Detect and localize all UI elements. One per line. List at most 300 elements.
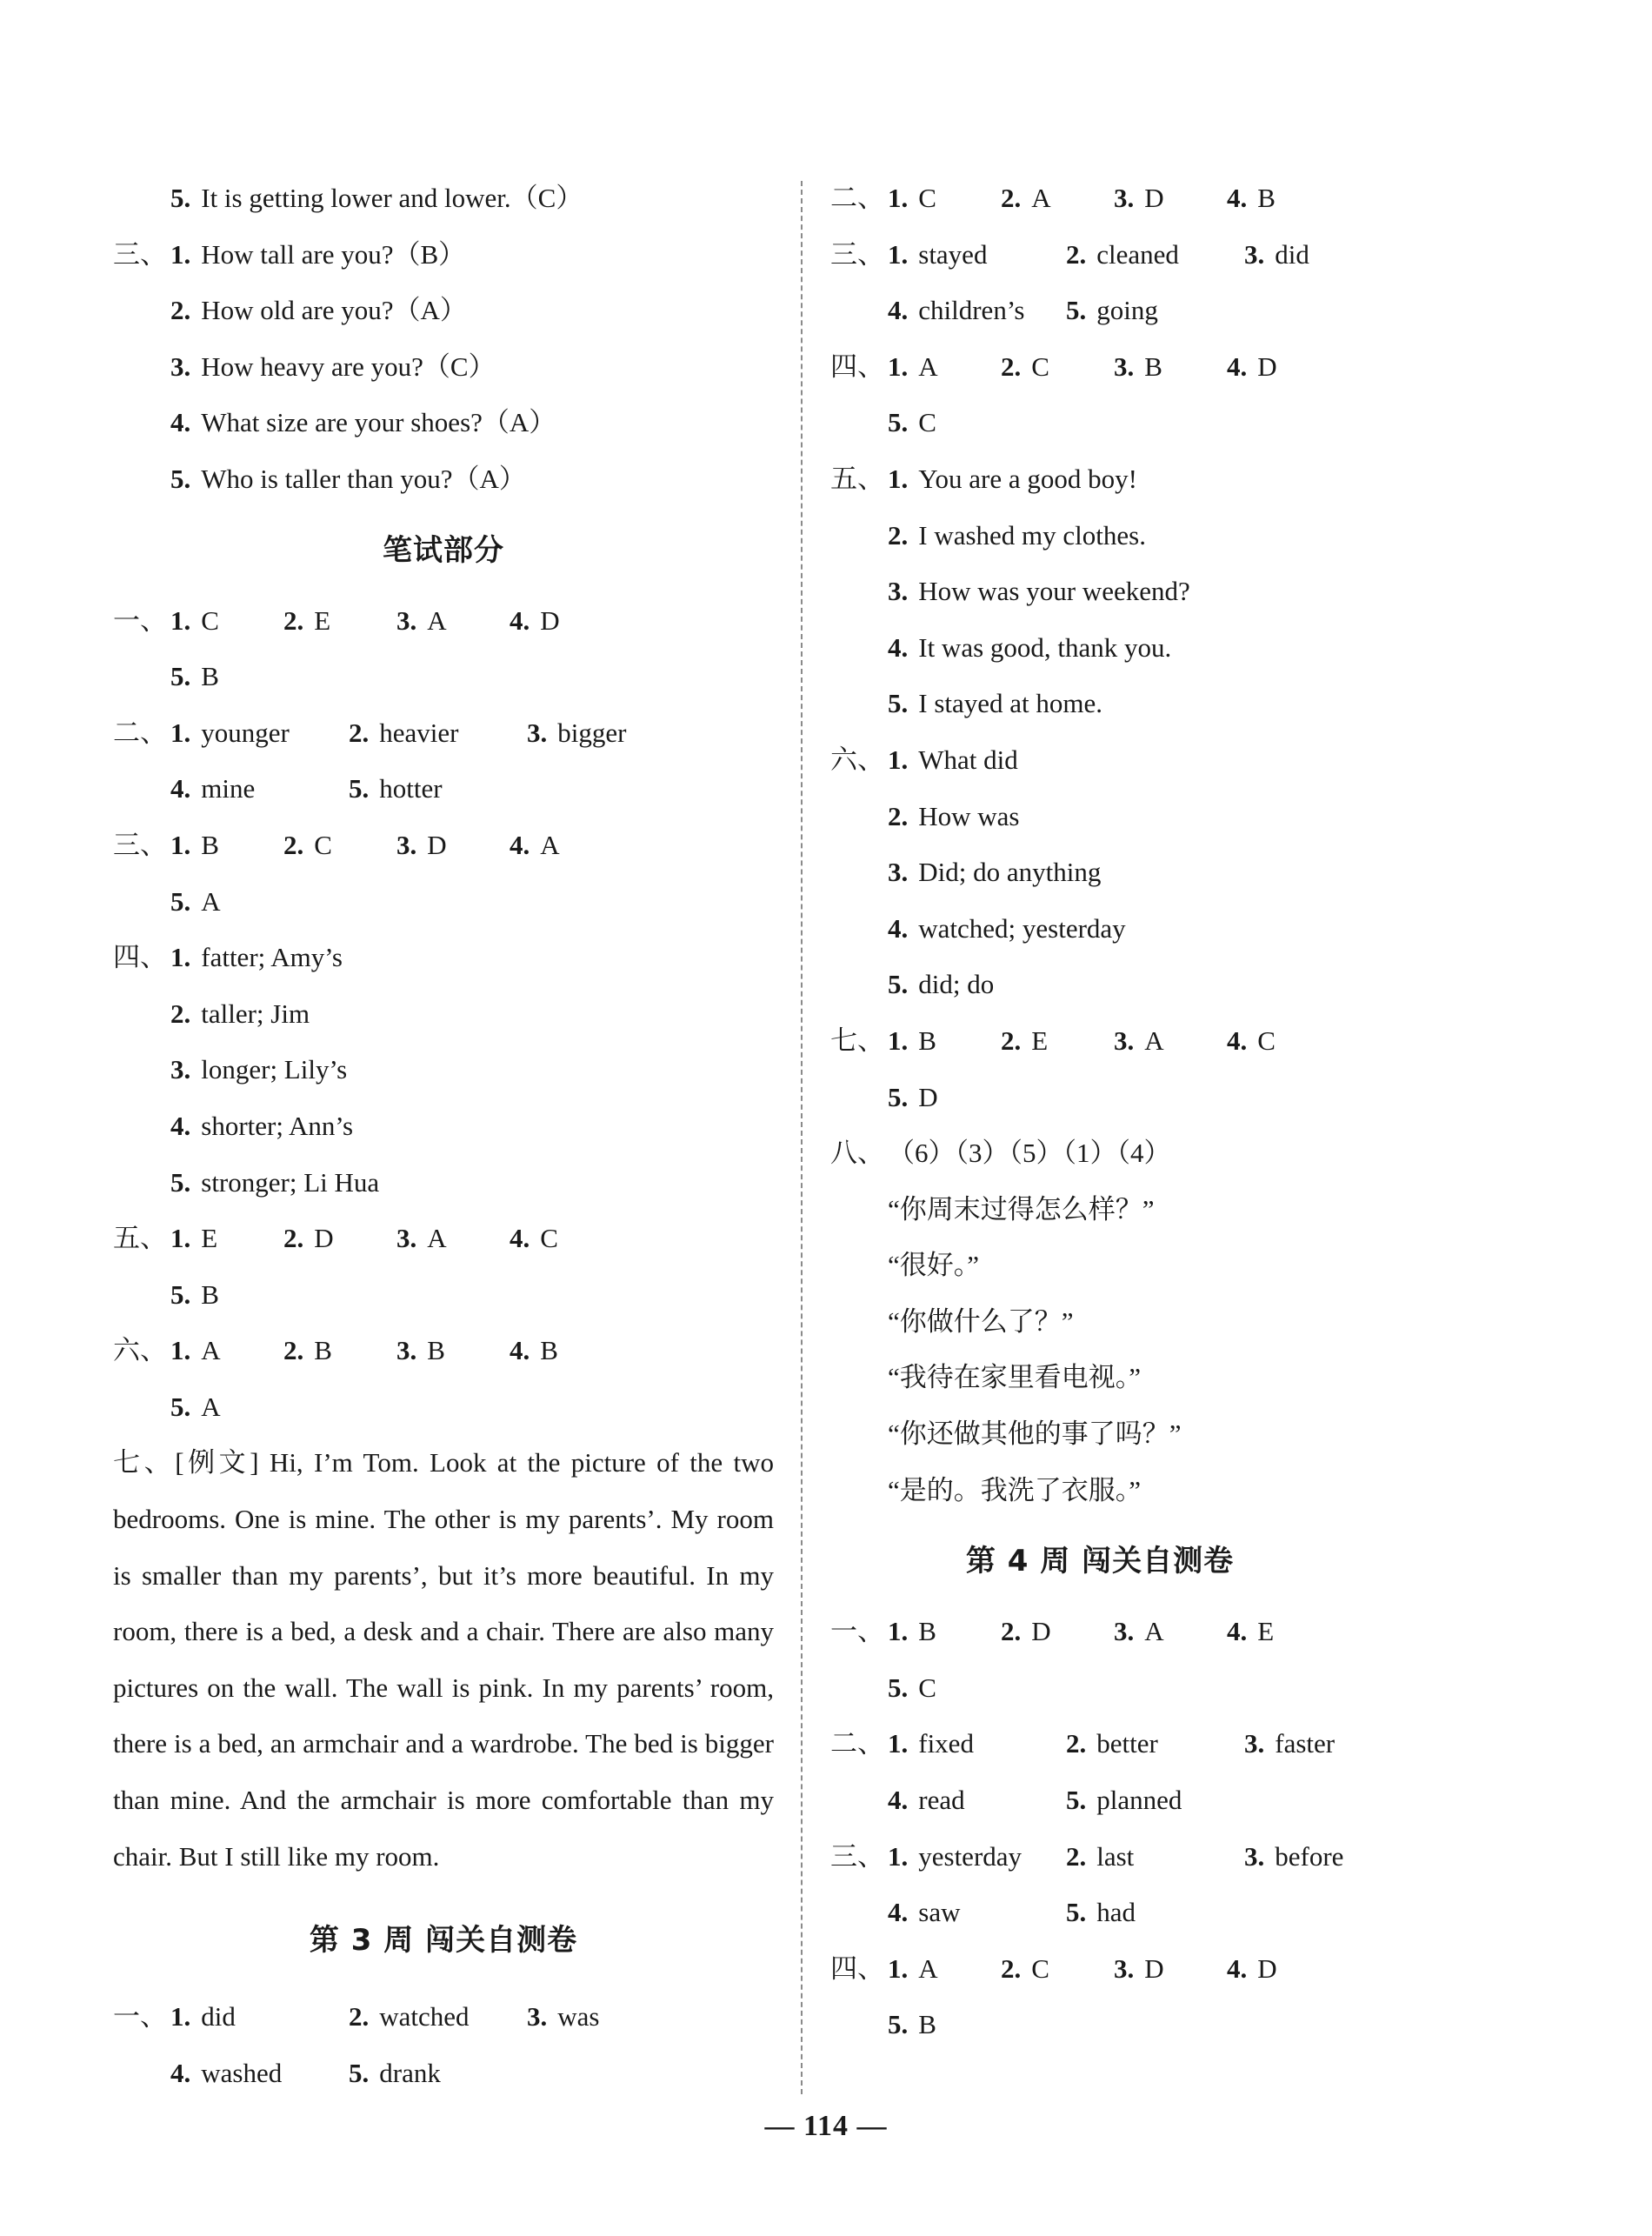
item-number: 5. bbox=[170, 885, 191, 917]
item-answer: did; do bbox=[918, 969, 995, 1000]
item-answer: fatter; Amy’s bbox=[201, 942, 343, 973]
answer-row bbox=[830, 339, 1369, 396]
answer-row bbox=[113, 1098, 774, 1155]
item-answer: stayed bbox=[918, 238, 988, 270]
item-answer: B bbox=[314, 1335, 332, 1366]
answer-item bbox=[888, 170, 1001, 227]
answer-item bbox=[1114, 170, 1227, 227]
answer-row bbox=[830, 620, 1369, 677]
item-answer: B bbox=[918, 1025, 936, 1056]
item-number: 4. bbox=[888, 912, 909, 944]
answer-row bbox=[830, 283, 1369, 339]
answer-item bbox=[1227, 339, 1340, 396]
item-number: 3. bbox=[396, 604, 417, 636]
answer-item bbox=[170, 649, 219, 705]
item-number: 1. bbox=[888, 350, 909, 382]
answer-item bbox=[888, 844, 1101, 901]
item-number: 3. bbox=[527, 717, 548, 748]
item-number: 2. bbox=[349, 2001, 370, 2032]
item-number: 2. bbox=[1001, 183, 1022, 213]
answer-row bbox=[830, 1885, 1369, 1941]
item-number: 4. bbox=[510, 1223, 530, 1254]
item-answer: “你做什么了？” bbox=[888, 1305, 1074, 1337]
answer-item bbox=[888, 1013, 1001, 1070]
answer-item bbox=[170, 761, 349, 818]
answer-row bbox=[113, 451, 774, 508]
answer-row bbox=[830, 789, 1369, 845]
item-answer: B bbox=[918, 2009, 936, 2040]
item-answer: C bbox=[1031, 350, 1049, 382]
item-answer: C bbox=[314, 829, 332, 860]
item-number: 5. bbox=[1066, 1897, 1087, 1928]
item-number: 5. bbox=[888, 1672, 909, 1703]
item-answer: How tall are you?（B） bbox=[201, 238, 466, 270]
answer-item bbox=[283, 1211, 396, 1267]
item-answer: D bbox=[1257, 1952, 1277, 1984]
answer-row bbox=[113, 339, 774, 396]
item-number: 5. bbox=[170, 183, 191, 213]
item-number: 3. bbox=[1114, 1616, 1135, 1647]
item-answer: D bbox=[540, 604, 560, 636]
item-number: 4. bbox=[170, 1110, 191, 1141]
item-number: 3. bbox=[1244, 1728, 1265, 1759]
item-number: 3. bbox=[1114, 183, 1135, 213]
answer-item bbox=[170, 451, 526, 508]
section-label: 四、 bbox=[830, 1952, 884, 1984]
item-answer: stronger; Li Hua bbox=[201, 1166, 380, 1198]
item-number: 1. bbox=[170, 1223, 191, 1254]
item-answer: B bbox=[1257, 183, 1276, 213]
item-number: 4. bbox=[888, 631, 909, 663]
item-answer: faster bbox=[1275, 1728, 1336, 1759]
answer-row bbox=[113, 1267, 774, 1324]
answer-block bbox=[830, 1604, 1369, 2053]
answer-item bbox=[1001, 1013, 1114, 1070]
item-answer: had bbox=[1096, 1897, 1136, 1928]
answer-item bbox=[888, 1885, 1066, 1941]
answer-row bbox=[830, 508, 1369, 564]
item-answer: A bbox=[1144, 1616, 1164, 1647]
column-divider bbox=[801, 181, 803, 2094]
answer-row bbox=[113, 986, 774, 1043]
item-number: 3. bbox=[1114, 350, 1135, 382]
answer-row bbox=[830, 451, 1369, 508]
item-answer: going bbox=[1096, 295, 1158, 326]
answer-row bbox=[113, 593, 774, 650]
answer-row bbox=[113, 818, 774, 874]
item-answer: younger bbox=[201, 717, 290, 748]
item-number: 3. bbox=[396, 1335, 417, 1366]
item-number: 2. bbox=[888, 519, 909, 551]
item-answer: How old are you?（A） bbox=[201, 295, 467, 326]
answer-item bbox=[527, 705, 705, 762]
item-number: 2. bbox=[1001, 1025, 1022, 1056]
item-number: 1. bbox=[888, 238, 909, 270]
item-answer: I stayed at home. bbox=[918, 688, 1103, 719]
answer-item bbox=[170, 283, 467, 339]
answer-item bbox=[170, 170, 583, 227]
answer-row bbox=[830, 1604, 1369, 1660]
item-number: 5. bbox=[170, 463, 191, 494]
item-answer: “我待在家里看电视。” bbox=[888, 1362, 1142, 1393]
item-answer: A bbox=[427, 1223, 447, 1254]
section-label: 七、 bbox=[830, 1025, 884, 1056]
section-label: 四、 bbox=[830, 350, 884, 382]
section-label: 七、 bbox=[113, 1447, 176, 1478]
item-number: 5. bbox=[170, 1391, 191, 1422]
answer-item bbox=[170, 1098, 353, 1155]
item-answer: C bbox=[1257, 1025, 1276, 1056]
right-column bbox=[830, 170, 1369, 2053]
item-answer: You are a good boy! bbox=[918, 463, 1137, 494]
item-answer: B bbox=[427, 1335, 445, 1366]
section-label: 三、 bbox=[830, 238, 884, 270]
answer-item bbox=[888, 957, 994, 1013]
item-answer: A bbox=[918, 350, 938, 382]
answer-item bbox=[888, 676, 1102, 732]
item-answer: bigger bbox=[557, 717, 627, 748]
item-answer: “很好。” bbox=[888, 1250, 980, 1281]
answer-item bbox=[396, 818, 510, 874]
section-label: 一、 bbox=[830, 1616, 884, 1647]
answer-item bbox=[1244, 1716, 1422, 1772]
item-number: 2. bbox=[1066, 1840, 1087, 1872]
answer-item bbox=[888, 395, 936, 451]
item-number: 5. bbox=[888, 2009, 909, 2040]
item-number: 5. bbox=[170, 1166, 191, 1198]
answer-item bbox=[170, 2046, 349, 2102]
item-answer: D bbox=[918, 1081, 938, 1112]
answer-block bbox=[830, 170, 1369, 1518]
item-answer: drank bbox=[379, 2057, 441, 2088]
item-answer: It is getting lower and lower.（C） bbox=[201, 183, 583, 213]
item-number: 1. bbox=[170, 238, 191, 270]
item-answer: A bbox=[540, 829, 560, 860]
item-answer: saw bbox=[918, 1897, 961, 1928]
item-number: 2. bbox=[283, 829, 304, 860]
answer-row bbox=[830, 1238, 1369, 1294]
item-answer: did bbox=[201, 2001, 236, 2032]
answer-row bbox=[113, 283, 774, 339]
answer-row bbox=[830, 1772, 1369, 1829]
answer-item bbox=[170, 1211, 283, 1267]
item-number: 5. bbox=[888, 969, 909, 1000]
answer-item bbox=[349, 2046, 527, 2102]
answer-item bbox=[1066, 227, 1244, 284]
item-answer: watched bbox=[379, 2001, 470, 2032]
item-number: 4. bbox=[888, 1785, 909, 1816]
section-label: 一、 bbox=[113, 2001, 167, 2032]
item-answer: “是的。我洗了衣服。” bbox=[888, 1474, 1142, 1505]
section-heading: 第 3 周 闯关自测卷 bbox=[309, 1923, 578, 1959]
answer-item bbox=[283, 818, 396, 874]
answer-item bbox=[1227, 1013, 1340, 1070]
answer-item bbox=[170, 1379, 221, 1436]
answer-item bbox=[888, 732, 1018, 789]
answer-item bbox=[1001, 1604, 1114, 1660]
answer-row bbox=[113, 2046, 774, 2102]
answer-item bbox=[349, 705, 527, 762]
item-number: 4. bbox=[888, 1897, 909, 1928]
answer-row bbox=[830, 732, 1369, 789]
item-number: 3. bbox=[396, 829, 417, 860]
answer-block bbox=[113, 170, 774, 508]
item-number: 4. bbox=[510, 604, 530, 636]
item-number: 5. bbox=[170, 1278, 191, 1310]
answer-row bbox=[830, 1997, 1369, 2053]
answer-item bbox=[888, 1182, 1155, 1238]
item-number: 1. bbox=[888, 1025, 909, 1056]
answer-item bbox=[888, 1125, 1171, 1182]
answer-item bbox=[170, 339, 496, 396]
item-number: 4. bbox=[510, 1335, 530, 1366]
answer-item bbox=[1244, 227, 1422, 284]
answer-item bbox=[1227, 1604, 1340, 1660]
item-number: 5. bbox=[349, 773, 370, 804]
answer-item bbox=[1066, 1829, 1244, 1886]
answer-item bbox=[170, 1267, 219, 1324]
answer-item bbox=[170, 705, 349, 762]
answer-item bbox=[1114, 339, 1227, 396]
answer-row bbox=[113, 170, 774, 227]
item-number: 4. bbox=[1227, 1025, 1248, 1056]
item-number: 4. bbox=[170, 2057, 191, 2088]
answer-row bbox=[113, 1323, 774, 1379]
item-answer: longer; Lily’s bbox=[201, 1054, 348, 1085]
item-number: 1. bbox=[888, 183, 909, 213]
item-answer: better bbox=[1096, 1728, 1158, 1759]
answer-item bbox=[510, 1211, 623, 1267]
answer-item bbox=[396, 593, 510, 650]
item-answer: It was good, thank you. bbox=[918, 631, 1172, 663]
answer-row bbox=[113, 649, 774, 705]
item-answer: C bbox=[201, 604, 219, 636]
item-answer: D bbox=[1144, 183, 1164, 213]
answer-item bbox=[888, 1350, 1141, 1406]
item-answer: last bbox=[1096, 1840, 1135, 1872]
item-answer: B bbox=[1144, 350, 1162, 382]
answer-item bbox=[888, 1716, 1066, 1772]
item-number: 2. bbox=[1001, 350, 1022, 382]
item-number: 5. bbox=[349, 2057, 370, 2088]
left-column bbox=[113, 170, 774, 2101]
item-answer: What size are your shoes?（A） bbox=[201, 407, 556, 438]
answer-item bbox=[888, 227, 1066, 284]
answer-item bbox=[170, 1155, 379, 1211]
item-number: 2. bbox=[1066, 238, 1087, 270]
item-number: 3. bbox=[888, 857, 909, 888]
answer-item bbox=[888, 1941, 1001, 1998]
item-answer: before bbox=[1275, 1840, 1344, 1872]
item-number: 2. bbox=[283, 1335, 304, 1366]
answer-row bbox=[113, 761, 774, 818]
item-answer: E bbox=[1031, 1025, 1049, 1056]
section-label: 三、 bbox=[830, 1840, 884, 1872]
item-answer: fixed bbox=[918, 1728, 974, 1759]
item-number: 3. bbox=[170, 1054, 191, 1085]
item-answer: A bbox=[201, 1391, 221, 1422]
answer-item bbox=[888, 1238, 979, 1294]
item-number: 2. bbox=[1066, 1728, 1087, 1759]
answer-block bbox=[113, 1989, 774, 2101]
answer-row bbox=[113, 1379, 774, 1436]
item-answer: B bbox=[540, 1335, 558, 1366]
item-answer: D bbox=[1144, 1952, 1164, 1984]
answer-item bbox=[170, 1989, 349, 2046]
section-label: 三、 bbox=[113, 829, 167, 860]
answer-item bbox=[396, 1211, 510, 1267]
item-number: 4. bbox=[1227, 1952, 1248, 1984]
answer-item bbox=[1114, 1013, 1227, 1070]
answer-row bbox=[113, 1042, 774, 1098]
item-number: 4. bbox=[1227, 350, 1248, 382]
answer-item bbox=[888, 1406, 1182, 1463]
item-number: 2. bbox=[888, 800, 909, 831]
item-answer: C bbox=[540, 1223, 558, 1254]
answer-item bbox=[349, 1989, 527, 2046]
answer-row bbox=[830, 1013, 1369, 1070]
item-number: 3. bbox=[1114, 1025, 1135, 1056]
item-number: 1. bbox=[888, 1616, 909, 1647]
section-label: 六、 bbox=[113, 1335, 167, 1366]
item-answer: How heavy are you?（C） bbox=[201, 350, 496, 382]
answer-item bbox=[888, 1829, 1066, 1886]
answer-item bbox=[1066, 283, 1244, 339]
answer-row bbox=[830, 901, 1369, 958]
section-heading: 第 4 周 闯关自测卷 bbox=[965, 1544, 1235, 1579]
item-answer: How was bbox=[918, 800, 1020, 831]
item-answer: washed bbox=[201, 2057, 283, 2088]
item-number: 1. bbox=[170, 604, 191, 636]
answer-row bbox=[830, 1463, 1369, 1519]
item-answer: did bbox=[1275, 238, 1309, 270]
item-number: 5. bbox=[888, 1081, 909, 1112]
answer-item bbox=[1001, 170, 1114, 227]
section-label: 二、 bbox=[830, 183, 884, 213]
item-answer: A bbox=[1144, 1025, 1164, 1056]
item-number: 2. bbox=[283, 1223, 304, 1254]
item-answer: shorter; Ann’s bbox=[201, 1110, 354, 1141]
answer-row bbox=[113, 1211, 774, 1267]
answer-row bbox=[830, 676, 1369, 732]
item-answer: D bbox=[427, 829, 447, 860]
answer-row bbox=[830, 844, 1369, 901]
item-answer: E bbox=[1257, 1616, 1275, 1647]
item-answer: C bbox=[918, 183, 936, 213]
item-number: 2. bbox=[170, 295, 191, 326]
item-number: 2. bbox=[1001, 1952, 1022, 1984]
section-heading: 笔试部分 bbox=[383, 532, 504, 568]
item-number: 5. bbox=[1066, 295, 1087, 326]
answer-item bbox=[170, 1042, 347, 1098]
answer-item bbox=[170, 930, 343, 986]
page-number: — 114 — bbox=[764, 2110, 888, 2142]
answer-row bbox=[113, 874, 774, 931]
item-answer: A bbox=[918, 1952, 938, 1984]
item-answer: A bbox=[201, 885, 221, 917]
item-answer: C bbox=[918, 1672, 936, 1703]
answer-item bbox=[888, 620, 1171, 677]
answer-row bbox=[830, 1406, 1369, 1463]
item-number: 1. bbox=[888, 1728, 909, 1759]
item-answer: planned bbox=[1096, 1785, 1182, 1816]
answer-item bbox=[1066, 1772, 1244, 1829]
answer-item bbox=[527, 1989, 705, 2046]
item-number: 5. bbox=[888, 407, 909, 438]
answer-item bbox=[888, 451, 1137, 508]
item-number: 4. bbox=[1227, 183, 1248, 213]
answer-row bbox=[830, 1294, 1369, 1351]
item-number: 1. bbox=[888, 1952, 909, 1984]
answer-item bbox=[396, 1323, 510, 1379]
answer-item bbox=[888, 1604, 1001, 1660]
section-label: 六、 bbox=[830, 744, 884, 775]
item-answer: yesterday bbox=[918, 1840, 1023, 1872]
answer-row bbox=[830, 564, 1369, 620]
section-label: 二、 bbox=[113, 717, 167, 748]
answer-item bbox=[283, 593, 396, 650]
answer-item bbox=[170, 1323, 283, 1379]
item-number: 4. bbox=[170, 407, 191, 438]
item-answer: C bbox=[1031, 1952, 1049, 1984]
item-number: 4. bbox=[510, 829, 530, 860]
item-number: 2. bbox=[170, 998, 191, 1029]
item-answer: How was your weekend? bbox=[918, 576, 1190, 607]
section-label: 三、 bbox=[113, 238, 167, 270]
item-number: 3. bbox=[888, 576, 909, 607]
item-number: 3. bbox=[170, 350, 191, 382]
item-number: 3. bbox=[1114, 1952, 1135, 1984]
answer-item bbox=[1001, 339, 1114, 396]
answer-item bbox=[1114, 1941, 1227, 1998]
answer-row bbox=[113, 395, 774, 451]
answer-item bbox=[170, 818, 283, 874]
item-number: 4. bbox=[1227, 1616, 1248, 1647]
answer-row bbox=[830, 1182, 1369, 1238]
answer-item bbox=[888, 1294, 1074, 1351]
section-label: 一、 bbox=[113, 604, 167, 636]
section-label: 八、 bbox=[830, 1138, 884, 1169]
item-answer: B bbox=[918, 1616, 936, 1647]
answer-item bbox=[888, 901, 1126, 958]
item-answer: I washed my clothes. bbox=[918, 519, 1146, 551]
answer-row bbox=[113, 1155, 774, 1211]
item-number: 1. bbox=[888, 744, 909, 775]
item-answer: Who is taller than you?（A） bbox=[201, 463, 526, 494]
answer-item bbox=[888, 1772, 1066, 1829]
item-number: 3. bbox=[396, 1223, 417, 1254]
answer-item bbox=[170, 227, 465, 284]
item-number: 3. bbox=[1244, 238, 1265, 270]
answer-item bbox=[1244, 1829, 1422, 1886]
answer-item bbox=[888, 789, 1020, 845]
answer-item bbox=[888, 339, 1001, 396]
item-answer: A bbox=[1031, 183, 1051, 213]
item-number: 1. bbox=[170, 829, 191, 860]
item-answer: Did; do anything bbox=[918, 857, 1102, 888]
item-answer: read bbox=[918, 1785, 965, 1816]
answer-row bbox=[113, 1989, 774, 2046]
item-number: 1. bbox=[170, 717, 191, 748]
item-answer: （6）（3）（5）（1）（4） bbox=[888, 1138, 1171, 1169]
item-answer: cleaned bbox=[1096, 238, 1179, 270]
answer-item bbox=[888, 564, 1190, 620]
item-number: 5. bbox=[170, 661, 191, 692]
item-number: 1. bbox=[888, 463, 909, 494]
item-answer: children’s bbox=[918, 295, 1025, 326]
answer-item bbox=[1066, 1885, 1244, 1941]
answer-item bbox=[1227, 170, 1340, 227]
